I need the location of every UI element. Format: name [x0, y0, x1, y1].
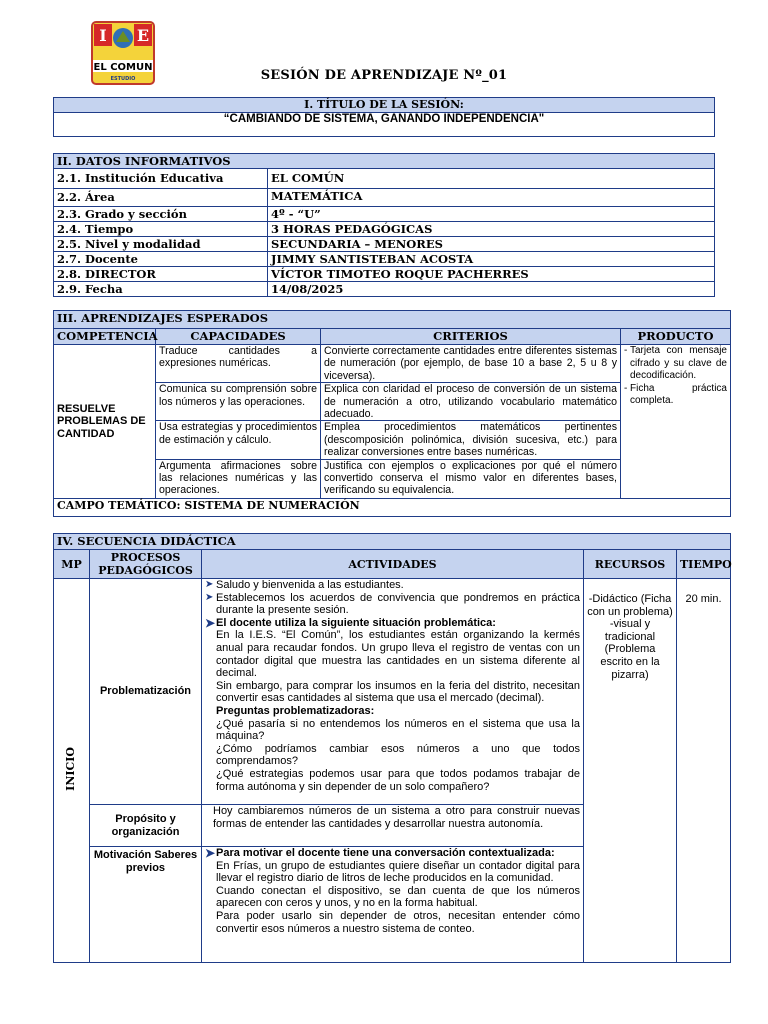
actividad-problematizacion	[202, 579, 584, 805]
paragraph: Para poder usarlo sin depender de otros, necesitan entender cómo convertir esos números a nuestro sistema de conteo.	[216, 909, 580, 935]
svg-text:I: I	[99, 26, 107, 45]
info-value: SECUNDARIA – MENORES	[268, 237, 715, 252]
producto-item: - Tarjeta con mensaje cifrado y su clave de decodificación.	[624, 345, 727, 381]
svg-text:ESTUDIO: ESTUDIO	[110, 76, 136, 82]
session-title: “CAMBIANDO DE SISTEMA, GANANDO INDEPENDENCIA"	[54, 113, 715, 137]
paragraph: En la I.E.S. “El Común”, los estudiantes están organizando la kermés anual para recaudar fondos. Un grupo lleva el registro de ventas con un contador digital que muestra las cantidades en un sistema diferente al decimal.	[216, 629, 580, 680]
campo-tematico: CAMPO TEMÁTICO: SISTEMA DE NUMERACIÓN	[54, 498, 731, 516]
tiempo: 20 min.	[677, 579, 731, 963]
actividad-motivacion	[202, 847, 584, 963]
col-producto: PRODUCTO	[621, 329, 731, 345]
info-value: JIMMY SANTISTEBAN ACOSTA	[268, 252, 715, 267]
datos-informativos-table	[53, 153, 715, 297]
list-item: ➤ Establecemos los acuerdos de convivencia que pondremos en práctica durante la presente sesión.	[205, 591, 580, 617]
list-item: ➤ Saludo y bienvenida a las estudiantes.	[205, 579, 404, 591]
producto-list	[621, 345, 731, 499]
arrow-bullet-icon: ➤	[205, 591, 214, 603]
recursos: -Didáctico (Ficha con un problema) -visual y tradicional (Problema escrito en la pizarra)	[584, 579, 677, 963]
question: ¿Qué estrategias podemos usar para que todos podamos trabajar de forma autónoma y sin depender de un solo compañero?	[216, 767, 580, 793]
capacidad: Comunica su comprensión sobre los números y las operaciones.	[156, 383, 321, 421]
svg-text:E: E	[136, 26, 150, 45]
info-value: 4º - “U”	[268, 207, 715, 222]
col-recursos: RECURSOS	[584, 550, 677, 579]
section2-header: II. DATOS INFORMATIVOS	[54, 154, 715, 169]
section-title-table	[53, 97, 715, 137]
info-label: 2.4. Tiempo	[54, 222, 268, 237]
criterio: Justifica con ejemplos o explicaciones por qué el número convertido conserva el mismo valor en diferentes bases, verificando su equivalencia.	[321, 459, 621, 498]
col-tiempo: TIEMPO	[677, 550, 731, 579]
section3-header: III. APRENDIZAJES ESPERADOS	[54, 311, 731, 329]
info-value: VÍCTOR TIMOTEO ROQUE PACHERRES	[268, 267, 715, 282]
col-competencia: COMPETENCIA	[54, 329, 156, 345]
question: ¿Qué pasaría si no entendemos los números en el sistema que usa la máquina?	[216, 717, 580, 743]
col-actividades: ACTIVIDADES	[202, 550, 584, 579]
info-value: 14/08/2025	[268, 282, 715, 297]
info-value: EL COMÚN	[268, 169, 715, 189]
col-procesos: PROCESOS PEDAGÓGICOS	[90, 550, 202, 579]
arrow-bullet-icon: ➤	[205, 579, 214, 590]
list-item: ➤ Para motivar el docente tiene una conversación contextualizada:	[205, 846, 555, 860]
info-value: MATEMÁTICA	[268, 189, 715, 207]
section4-header: IV. SECUENCIA DIDÁCTICA	[54, 534, 731, 550]
paragraph: En Frías, un grupo de estudiantes quiere diseñar un contador digital para llevar el registro diario de litros de leche producidos en la comunidad.	[216, 859, 580, 885]
info-label: 2.5. Nivel y modalidad	[54, 237, 268, 252]
actividad-proposito: Hoy cambiaremos números de un sistema a otro para construir nuevas formas de entender las cantidades y desarrollar nuestra autonomía.	[202, 805, 584, 847]
proceso-problematizacion: Problematización	[90, 579, 202, 805]
info-value: 3 HORAS PEDAGÓGICAS	[268, 222, 715, 237]
secuencia-didactica-table	[53, 533, 731, 963]
criterio: Convierte correctamente cantidades entre diferentes sistemas de numeración (por ejemplo, de base 10 a base 2, 5 u 8 y viceversa).	[321, 345, 621, 383]
paragraph: Cuando conectan el dispositivo, se dan cuenta de que los números aparecen con ceros y unos, y no en la forma habitual.	[216, 884, 580, 910]
arrow-bullet-icon: ➤	[205, 846, 216, 860]
competencia: RESUELVE PROBLEMAS DE CANTIDAD	[54, 345, 156, 499]
col-mp: MP	[54, 550, 90, 579]
info-label: 2.2. Área	[54, 189, 268, 207]
info-label: 2.7. Docente	[54, 252, 268, 267]
info-label: 2.1. Institución Educativa	[54, 169, 268, 189]
col-capacidades: CAPACIDADES	[156, 329, 321, 345]
capacidad: Traduce cantidades a expresiones numéricas.	[156, 345, 321, 383]
capacidad: Usa estrategias y procedimientos de estimación y cálculo.	[156, 421, 321, 459]
arrow-bullet-icon: ➤	[205, 615, 216, 630]
question: ¿Cómo podríamos cambiar esos números a uno que todos comprendamos?	[216, 742, 580, 768]
section1-header: I. TÍTULO DE LA SESIÓN:	[54, 98, 715, 113]
criterio: Emplea procedimientos matemáticos pertinentes (descomposición polinómica, división sucesiva, etc.) para realizar conversiones entre bases numéricas.	[321, 421, 621, 459]
info-label: 2.3. Grado y sección	[54, 207, 268, 222]
moment-cell	[54, 579, 90, 963]
paragraph: Sin embargo, para comprar los insumos en la feria del distrito, necesitan convertir esas cantidades al sistema que usa el mercado (decimal).	[216, 679, 580, 705]
info-label: 2.8. DIRECTOR	[54, 267, 268, 282]
col-criterios: CRITERIOS	[321, 329, 621, 345]
info-label: 2.9. Fecha	[54, 282, 268, 297]
capacidad: Argumenta afirmaciones sobre las relaciones numéricas y las operaciones.	[156, 459, 321, 498]
questions-title: Preguntas problematizadoras:	[216, 704, 375, 717]
document-title: SESIÓN DE APRENDIZAJE Nº_01	[260, 68, 508, 83]
criterio: Explica con claridad el proceso de conversión de un sistema de numeración a otro, utilizando vocabulario matemático adecuado.	[321, 383, 621, 421]
svg-text:EL COMUN: EL COMUN	[93, 62, 153, 73]
producto-item: - Ficha práctica completa.	[624, 382, 727, 406]
aprendizajes-table	[53, 310, 731, 517]
proceso-motivacion: Motivación Saberes previos	[90, 847, 202, 963]
proceso-proposito: Propósito y organización	[90, 805, 202, 847]
list-item: ➤ El docente utiliza la siguiente situación problemática:	[205, 615, 496, 630]
moment-label: INICIO	[64, 746, 78, 791]
